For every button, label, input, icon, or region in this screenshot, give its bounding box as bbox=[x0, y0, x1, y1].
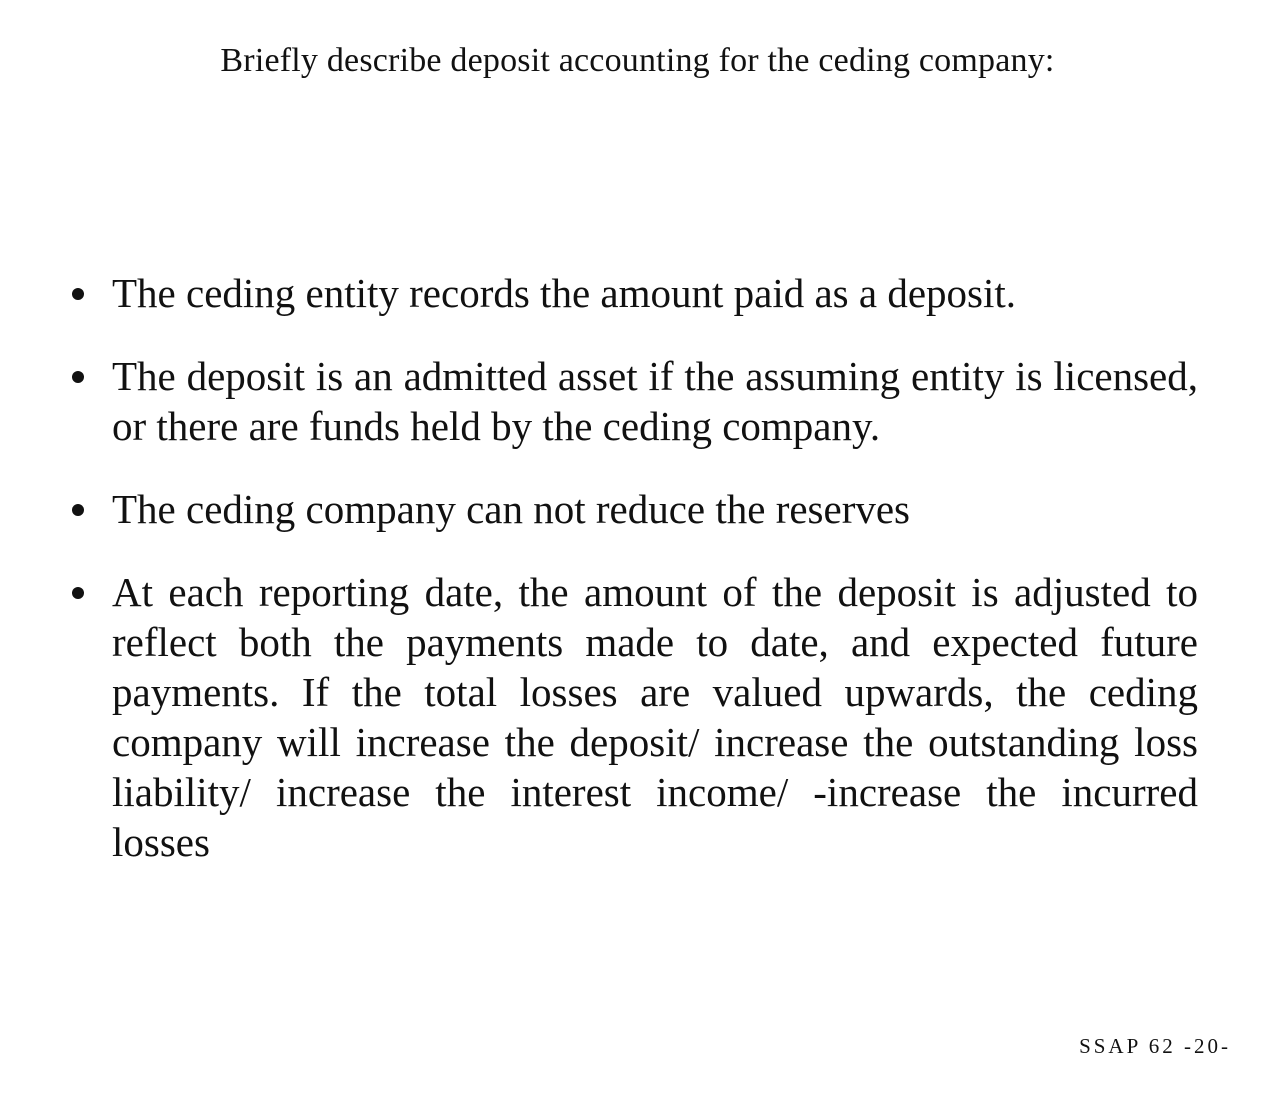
answer-list bbox=[68, 268, 1198, 867]
list-item-text: The deposit is an admitted asset if the assuming entity is licensed, or there are funds held by the ceding company. bbox=[112, 353, 1198, 449]
list-item bbox=[68, 567, 1198, 867]
list-item bbox=[68, 351, 1198, 451]
bullet-icon bbox=[72, 288, 84, 300]
bullet-icon bbox=[72, 504, 84, 516]
list-item bbox=[68, 484, 1198, 534]
page-footer: SSAP 62 -20- bbox=[1079, 1034, 1231, 1058]
list-item bbox=[68, 268, 1198, 318]
list-item-text: The ceding company can not reduce the reserves bbox=[112, 486, 910, 532]
list-item-text: At each reporting date, the amount of the deposit is adjusted to reflect both the payments made to date, and expected future payments. If the total losses are valued upwards, the ceding company will increase the deposit/ increase the outstanding loss liability/ increase the interest income/ -increase the incurred losses bbox=[112, 569, 1198, 865]
bullet-icon bbox=[72, 371, 84, 383]
bullet-icon bbox=[72, 587, 84, 599]
question-heading: Briefly describe deposit accounting for the ceding company: bbox=[220, 42, 1055, 79]
list-item-text: The ceding entity records the amount paid as a deposit. bbox=[112, 270, 1017, 316]
